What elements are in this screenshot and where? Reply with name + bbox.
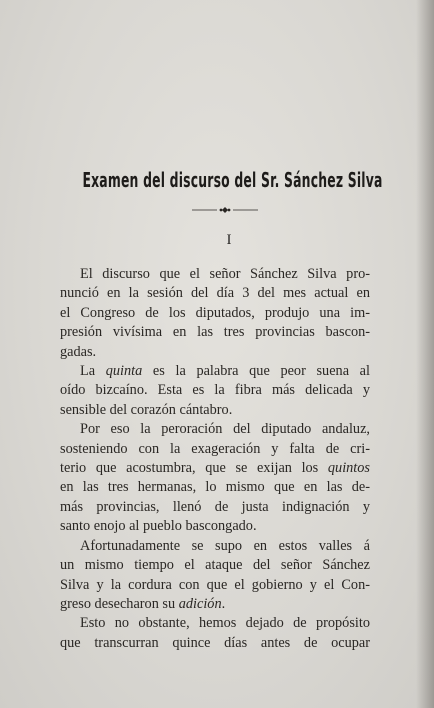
paragraph	[60, 537, 370, 615]
text-line: Afortunadamente se supo en estos valles á	[80, 537, 370, 554]
title-ornament	[192, 206, 258, 214]
text-line: un mismo tiempo el ataque del señor Sánchez	[60, 557, 370, 574]
paragraph	[60, 362, 370, 420]
text-line: terio que acostumbra, que se exijan los quintos	[60, 460, 370, 477]
paragraph	[60, 420, 370, 536]
text-line: el Congreso de los diputados, produjo una im-	[60, 304, 370, 321]
section-number: I	[226, 232, 232, 248]
text-line: sensible del corazón cántabro.	[60, 401, 233, 418]
page-title: Examen del discurso del Sr. Sánchez Silva	[82, 168, 383, 192]
text-line: en las tres hermanas, lo mismo que en las de-	[60, 479, 370, 496]
text-line: Silva y la cordura con que el gobierno y el Con-	[60, 576, 370, 593]
text-line: La quinta es la palabra que peor suena al	[80, 363, 371, 380]
text-line: gadas.	[60, 343, 97, 360]
text-line: santo enojo al pueblo bascongado.	[60, 518, 257, 535]
text-line: Esto no obstante, hemos dejado de propósito	[80, 615, 370, 632]
text-line: que transcurran quince días antes de ocupar	[60, 634, 370, 651]
text-line: Por eso la peroración del diputado andaluz,	[80, 421, 370, 438]
text-line: más provincias, llenó de justa indignación y	[60, 498, 370, 515]
paragraph	[60, 614, 370, 653]
text-line: El discurso que el señor Sánchez Silva pro-	[80, 266, 370, 282]
text-line: nunció en la sesión del día 3 del mes actual en	[60, 285, 370, 302]
paragraph	[60, 265, 370, 362]
page-edge-shadow	[416, 0, 434, 708]
body-text	[60, 265, 370, 653]
text-line: presión vivísima en las tres provincias bascon-	[60, 324, 370, 341]
text-line: sosteniendo con la exageración y falta de cri-	[60, 440, 370, 457]
text-line: oído bizcaíno. Esta es la fibra más delicada y	[60, 382, 370, 399]
text-line: greso desecharon su adición.	[60, 595, 226, 612]
